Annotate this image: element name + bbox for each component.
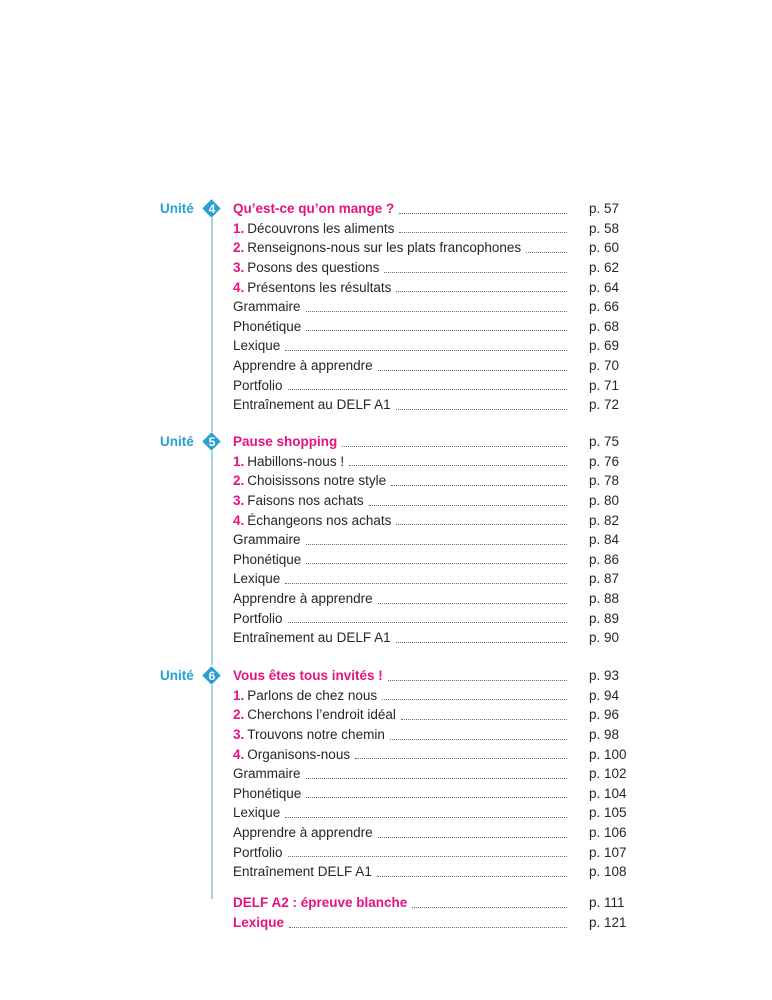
entry-leader (233, 913, 567, 933)
page-number: p. 62 (589, 260, 620, 275)
entry-number: 3. (233, 493, 245, 508)
entry-title-wrap (233, 432, 337, 452)
unit-number: 5 (208, 435, 216, 449)
page-number: p. 71 (589, 377, 620, 393)
entry-leader (233, 278, 567, 298)
toc-entry (233, 258, 625, 278)
entry-title: Phonétique (233, 551, 302, 567)
page-number: p. 94 (589, 687, 620, 703)
dot-leader (377, 875, 567, 877)
entry-title: Phonétique (233, 785, 302, 801)
dot-leader (288, 855, 567, 857)
page-number: p. 89 (589, 610, 620, 626)
page-number: p. 76 (589, 453, 620, 469)
page-number: p. 105 (589, 805, 627, 821)
entry-title: Lexique (233, 338, 281, 354)
entry-title-wrap (233, 238, 521, 258)
entry-leader (233, 764, 567, 784)
dot-leader (369, 504, 567, 506)
dot-leader (378, 602, 567, 604)
dot-leader (399, 212, 567, 214)
dot-leader (306, 310, 567, 312)
dot-leader (378, 836, 567, 838)
entry-leader (233, 199, 567, 219)
entry-leader (233, 550, 567, 570)
extra-title: DELF A2 : épreuve blanche (233, 895, 408, 910)
page-number: p. 64 (589, 279, 620, 295)
extra-entry (233, 913, 625, 933)
entry-number: 4. (233, 746, 245, 762)
page-number: p. 106 (589, 825, 627, 840)
entry-leader (233, 452, 567, 472)
entry-number: 1. (233, 220, 245, 236)
dot-leader (396, 408, 567, 410)
page-number: p. 104 (589, 785, 627, 801)
dot-leader (396, 290, 567, 292)
entry-title: Cherchons l’endroit idéal (247, 707, 396, 723)
entry-leader (233, 395, 567, 415)
page-number: p. 98 (589, 727, 620, 742)
entry-title-wrap (233, 452, 344, 472)
toc-entry (233, 784, 625, 804)
page-number: p. 87 (589, 571, 620, 587)
unit-number-badge (203, 667, 221, 685)
unit-divider-line (211, 685, 213, 899)
dot-leader (288, 621, 567, 623)
dot-leader (384, 271, 567, 273)
entry-title-wrap (233, 862, 372, 882)
dot-leader (306, 777, 567, 779)
toc-entry (233, 491, 625, 511)
entry-number: 1. (233, 687, 245, 703)
entry-number: 2. (233, 473, 245, 489)
entry-title: Apprendre à apprendre (233, 825, 373, 840)
toc-entry (233, 452, 625, 472)
entry-number: 3. (233, 260, 245, 275)
unit-number-badge (203, 200, 221, 218)
dot-leader (355, 757, 567, 759)
entry-title-wrap (233, 219, 394, 239)
toc-entry (233, 803, 625, 823)
entry-title: Présentons les résultats (247, 279, 392, 295)
page-number: p. 108 (589, 864, 627, 880)
dot-leader (349, 464, 567, 466)
entry-title: Découvrons les aliments (247, 220, 395, 236)
dot-leader (396, 523, 567, 525)
entry-title: Grammaire (233, 299, 301, 315)
extra-entry (233, 893, 625, 913)
toc-entry (233, 317, 625, 337)
dot-leader (306, 562, 567, 564)
entry-title-wrap (233, 278, 391, 298)
entry-number: 3. (233, 727, 245, 742)
entry-title: Portfolio (233, 610, 283, 626)
toc-entry (233, 686, 625, 706)
entry-title-wrap (233, 530, 301, 550)
entry-title: Entraînement au DELF A1 (233, 630, 391, 646)
page-number: p. 84 (589, 532, 620, 548)
dot-leader (391, 484, 567, 486)
entry-title-wrap (233, 258, 379, 278)
toc-entry (233, 530, 625, 550)
toc-entry (233, 278, 625, 298)
dot-leader (285, 349, 567, 351)
dot-leader (378, 369, 567, 371)
toc-entry (233, 862, 625, 882)
entry-number: 1. (233, 453, 245, 469)
toc-entry (233, 764, 625, 784)
page-number: p. 82 (589, 512, 620, 528)
entry-leader (233, 784, 567, 804)
unit-title-row (233, 432, 625, 452)
entry-title: Faisons nos achats (247, 493, 364, 508)
toc-entry (233, 745, 625, 765)
entry-title-wrap (233, 609, 283, 629)
entry-leader (233, 376, 567, 396)
entry-title-wrap (233, 376, 283, 396)
page-number: p. 78 (589, 473, 620, 489)
entry-title-wrap (233, 745, 350, 765)
unit-label: Unité (160, 668, 194, 683)
entry-title: Lexique (233, 805, 281, 821)
entry-title-wrap (233, 569, 280, 589)
entry-title: Organisons-nous (247, 746, 351, 762)
dot-leader (396, 641, 567, 643)
toc-entry (233, 238, 625, 258)
entry-number: 4. (233, 512, 245, 528)
entry-title-wrap (233, 784, 301, 804)
entry-title-wrap (233, 550, 301, 570)
entry-leader (233, 609, 567, 629)
unit-label: Unité (160, 201, 194, 216)
dot-leader (412, 906, 567, 908)
unit-divider-line (211, 451, 213, 665)
dot-leader (382, 698, 567, 700)
dot-leader (390, 738, 567, 740)
toc-entry (233, 356, 625, 376)
entry-leader (233, 705, 567, 725)
unit-title-row (233, 666, 625, 686)
page-number: p. 88 (589, 591, 620, 606)
extra-title: Lexique (233, 915, 285, 930)
toc-entry (233, 511, 625, 531)
toc-entry (233, 336, 625, 356)
dot-leader (401, 718, 567, 720)
unit-number-badge (203, 433, 221, 451)
entry-title: Posons des questions (247, 260, 380, 275)
page-number: p. 68 (589, 318, 620, 334)
entry-title-wrap (233, 297, 301, 317)
entry-title: Portfolio (233, 377, 283, 393)
entry-title-wrap (233, 199, 394, 219)
entry-title-wrap (233, 395, 391, 415)
entry-title: Grammaire (233, 532, 301, 548)
entry-title-wrap (233, 686, 377, 706)
page-number: p. 58 (589, 220, 620, 236)
entry-title: Choisissons notre style (247, 473, 387, 489)
unit-number: 6 (208, 669, 216, 683)
entry-leader (233, 471, 567, 491)
entry-leader (233, 219, 567, 239)
entry-title: Portfolio (233, 844, 283, 860)
toc-entry (233, 376, 625, 396)
entry-leader (233, 258, 567, 278)
page-number: p. 57 (589, 201, 620, 217)
entry-title-wrap (233, 823, 373, 843)
entry-title: Grammaire (233, 766, 301, 782)
entry-number: 2. (233, 707, 245, 723)
dot-leader (285, 816, 567, 818)
entry-title: Vous êtes tous invités ! (233, 668, 383, 684)
unit-divider-line (211, 218, 213, 432)
dot-leader (342, 445, 567, 447)
page-number: p. 72 (589, 397, 620, 413)
unit-label: Unité (160, 434, 194, 449)
entry-title-wrap (233, 725, 385, 745)
entry-title-wrap (233, 666, 383, 686)
entry-leader (233, 297, 567, 317)
entry-title-wrap (233, 589, 373, 609)
unit-number: 4 (208, 202, 216, 216)
entry-title: Apprendre à apprendre (233, 591, 373, 606)
dot-leader (306, 329, 567, 331)
page-number: p. 60 (589, 240, 620, 256)
entry-leader (233, 356, 567, 376)
page-number: p. 93 (589, 668, 620, 684)
toc-entry (233, 589, 625, 609)
toc-entry (233, 823, 625, 843)
dot-leader (285, 582, 567, 584)
entry-leader (233, 589, 567, 609)
entry-leader (233, 238, 567, 258)
entry-title: Qu’est-ce qu’on mange ? (233, 201, 395, 217)
entry-leader (233, 511, 567, 531)
toc-entry (233, 219, 625, 239)
entry-title: Échangeons nos achats (247, 512, 392, 528)
toc-entry (233, 609, 625, 629)
entry-title: Apprendre à apprendre (233, 358, 373, 373)
page-number: p. 121 (589, 915, 627, 930)
entry-title: Pause shopping (233, 434, 338, 450)
toc-entry (233, 725, 625, 745)
page-number: p. 107 (589, 844, 627, 860)
dot-leader (388, 679, 567, 681)
entry-leader (233, 803, 567, 823)
page-number: p. 86 (589, 551, 620, 567)
entry-leader (233, 666, 567, 686)
entry-title: Lexique (233, 571, 281, 587)
entry-leader (233, 893, 567, 913)
page-number: p. 102 (589, 766, 627, 782)
dot-leader (399, 231, 567, 233)
entry-number: 4. (233, 279, 245, 295)
page-number: p. 100 (589, 746, 627, 762)
entry-title-wrap (233, 511, 391, 531)
entry-title-wrap (233, 843, 283, 863)
toc-entry (233, 628, 625, 648)
entry-title: Phonétique (233, 318, 302, 334)
entry-title: Renseignons-nous sur les plats francophones (247, 240, 522, 256)
entry-title-wrap (233, 471, 386, 491)
entry-title-wrap (233, 764, 301, 784)
entry-title: Entraînement au DELF A1 (233, 397, 391, 413)
entry-leader (233, 530, 567, 550)
page-number: p. 75 (589, 434, 620, 450)
page-number: p. 70 (589, 358, 620, 373)
entry-leader (233, 317, 567, 337)
toc-entry (233, 471, 625, 491)
entry-title-wrap (233, 317, 301, 337)
entry-title: Parlons de chez nous (247, 687, 378, 703)
toc-entry (233, 569, 625, 589)
entry-leader (233, 336, 567, 356)
entry-title: Habillons-nous ! (247, 453, 345, 469)
entry-title: Entraînement DELF A1 (233, 864, 372, 880)
toc-entry (233, 550, 625, 570)
entry-title-wrap (233, 491, 364, 511)
toc-entry (233, 395, 625, 415)
entry-title: Trouvons notre chemin (247, 727, 385, 742)
toc-entry (233, 705, 625, 725)
entry-title-wrap (233, 803, 280, 823)
page-number: p. 96 (589, 707, 620, 723)
page-number: p. 80 (589, 493, 620, 508)
dot-leader (306, 796, 567, 798)
entry-title-wrap (233, 336, 280, 356)
dot-leader (288, 388, 567, 390)
entry-leader (233, 432, 567, 452)
entry-title-wrap (233, 628, 391, 648)
page-number: p. 90 (589, 630, 620, 646)
entry-leader (233, 628, 567, 648)
entry-number: 2. (233, 240, 245, 256)
toc-entry (233, 297, 625, 317)
entry-leader (233, 843, 567, 863)
entry-leader (233, 686, 567, 706)
entry-leader (233, 823, 567, 843)
dot-leader (306, 543, 567, 545)
unit-title-row (233, 199, 625, 219)
entry-title-wrap (233, 705, 396, 725)
dot-leader (526, 251, 567, 253)
page-number: p. 66 (589, 299, 620, 315)
page-number: p. 69 (589, 338, 620, 354)
entry-title-wrap (233, 356, 373, 376)
page-number: p. 111 (589, 895, 625, 910)
entry-leader (233, 725, 567, 745)
dot-leader (289, 926, 567, 928)
entry-leader (233, 569, 567, 589)
entry-leader (233, 491, 567, 511)
toc-entry (233, 843, 625, 863)
entry-leader (233, 745, 567, 765)
entry-leader (233, 862, 567, 882)
